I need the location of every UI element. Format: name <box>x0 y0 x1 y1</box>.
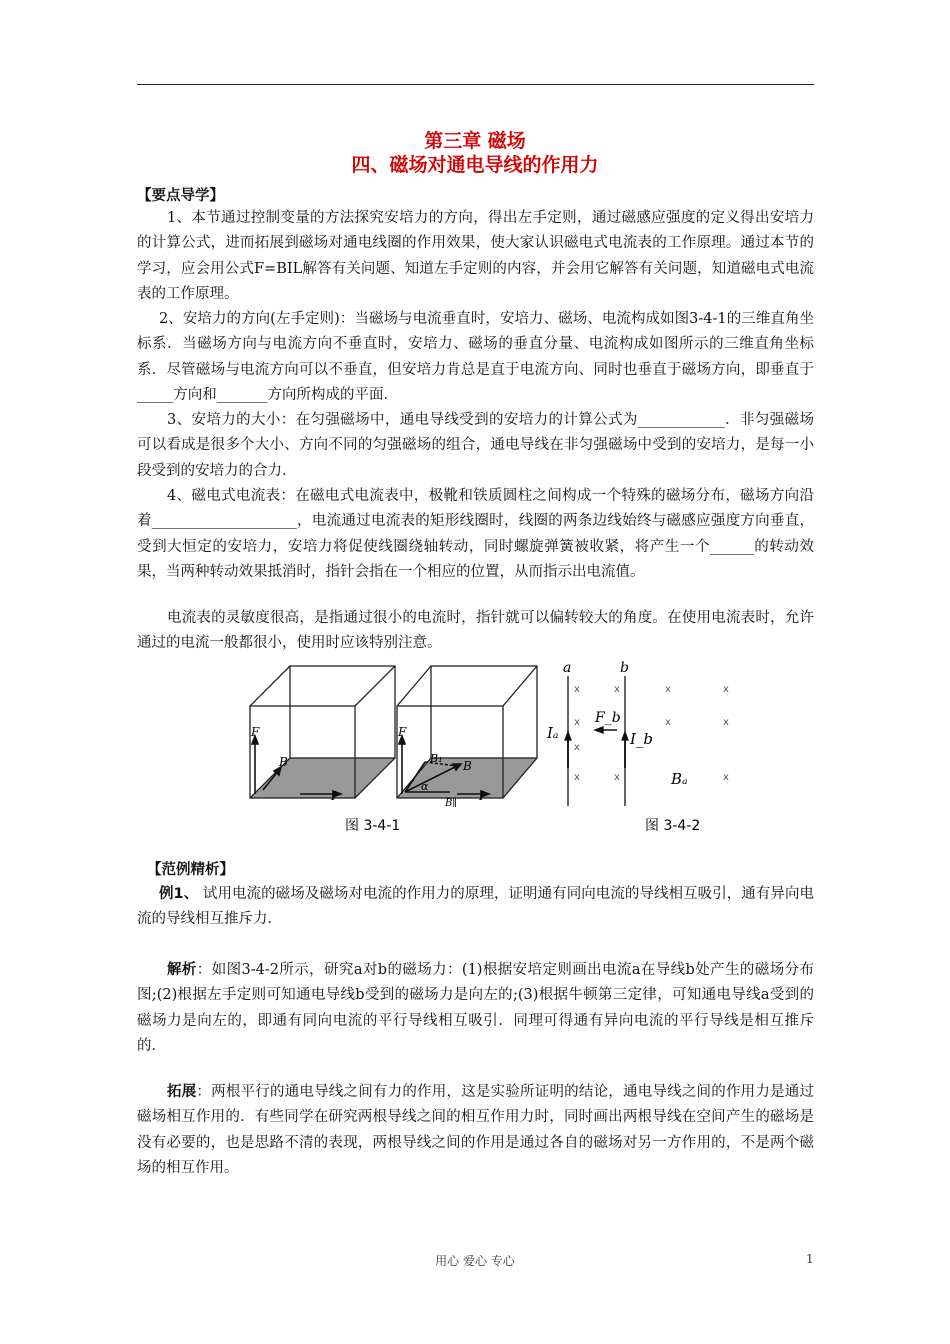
paragraph-3: 3、安培力的大小：在匀强磁场中，通电导线受到的安培力的计算公式为____________．非匀强磁场可以看成是很多个大小、方向不同的匀强磁场的组合，通电导线在非匀强磁场中受到的安培力，是每一小段受到的安培力的合力． <box>137 412 814 479</box>
caption-3-4-2: 图 3-4-2 <box>645 818 701 834</box>
paragraph-1: 1、本节通过控制变量的方法探究安培力的方向，得出左手定则，通过磁感应强度的定义得出安培力的计算公式，进而拓展到磁场对通电线圈的作用效果，使大家认识磁电式电流表的工作原理。通过本节的学习，应会用公式F=BIL解答有关问题、知道左手定则的内容，并会用它解答有关问题，知道磁电式电流表的工作原理。 <box>137 210 814 302</box>
paragraph-2: 2、安培力的方向(左手定则)：当磁场与电流垂直时，安培力、磁场、电流构成如图3-4-1的三维直角坐标系．当磁场方向与电流方向不垂直时，安培力、磁场的垂直分量、电流构成如图所示的三维直角坐标系．尽管磁场与电流方向可以不垂直，但安培力肯总是直于电流方向、同时也垂直于磁场方向，即垂直于_____方向和_______方向所构成的平面． <box>137 311 814 403</box>
extension-paragraph <box>137 1080 814 1181</box>
section-heading-key-points: 【要点导学】 <box>137 188 224 204</box>
svg-text:x: x <box>574 742 580 753</box>
label-F-left: F <box>251 725 260 739</box>
svg-text:x: x <box>574 684 580 695</box>
example-text: 试用电流的磁场及磁场对电流的作用力的原理，证明通有同向电流的导线相互吸引，通有异向电流的导线相互推斥力． <box>137 886 815 928</box>
label-wire-a: a <box>563 660 572 676</box>
label-I-left: I <box>331 789 336 803</box>
paragraph-4: 4、磁电式电流表：在磁电式电流表中，极靴和铁质圆柱之间构成一个特殊的磁场分布，磁场方向沿着____________________，电流通过电流表的矩形线圈时，线圈的两条边线始终与磁感应强度方向垂直，受到大恒定的安培力，安培力将促使线圈绕轴转动，同时螺旋弹簧被收紧，将产生一个______的转动效果，当两种转动效果抵消时，指针会指在一个相应的位置，从而指示出电流值。 <box>137 488 814 580</box>
cube-right <box>397 666 537 798</box>
analysis-paragraph <box>137 958 814 1059</box>
chapter-title: 第三章 磁场 <box>424 130 526 152</box>
analysis-text: ：如图3-4-2所示，研究a对b的磁场力：(1)根据安培定则画出电流a在导线b处产生的磁场分布图;(2)根据左手定则可知通电导线b受到的磁场力是向左的;(3)根据牛顿第三定律，可知通电导线a受到的磁场力是向左的，即通有同向电流的平行导线相互吸引．同理可得通有异向电流的平行导线是相互推斥的． <box>137 962 814 1054</box>
example-label: 例1、 <box>159 886 199 902</box>
label-Ib: I_b <box>630 730 654 748</box>
label-alpha: α <box>421 780 429 793</box>
label-F-right: F <box>398 725 407 739</box>
label-Ba: Bₐ <box>671 770 688 788</box>
header-rule <box>137 84 814 85</box>
footer-text: 用心 爱心 专心 <box>435 1254 515 1268</box>
section-heading-examples: 【范例精析】 <box>147 862 234 878</box>
svg-text:x: x <box>574 772 580 783</box>
example-1 <box>137 882 814 933</box>
svg-text:x: x <box>723 772 729 783</box>
page-number: 1 <box>806 1252 814 1266</box>
extension-text: ：两根平行的通电导线之间有力的作用，这是实验所证明的结论，通电导线之间的作用力是通过磁场相互作用的．有些同学在研究两根导线之间的相互作用力时，同时画出两根导线在空间产生的磁场是没有必要的，也是思路不清的表现，两根导线之间的作用是通过各自的磁场对另一方作用的，不是两个磁场的相互作用。 <box>137 1084 814 1176</box>
analysis-label: 解析 <box>167 962 197 978</box>
label-Ia: Iₐ <box>547 724 559 742</box>
svg-text:x: x <box>614 772 620 783</box>
caption-3-4-1: 图 3-4-1 <box>345 818 401 834</box>
label-B1: B₁ <box>430 752 443 765</box>
label-B-right: B <box>463 759 472 773</box>
wires-figure <box>565 676 628 806</box>
svg-text:x: x <box>574 717 580 728</box>
label-B-parallel: B∥ <box>445 798 457 809</box>
svg-text:x: x <box>665 684 671 695</box>
svg-text:x: x <box>723 684 729 695</box>
label-wire-b: b <box>620 660 629 676</box>
label-I-right: I <box>479 789 484 803</box>
svg-text:x: x <box>723 717 729 728</box>
paragraph-5: 电流表的灵敏度很高，是指通过很小的电流时，指针就可以偏转较大的角度。在使用电流表时，允许通过的电流一般都很小，使用时应该特别注意。 <box>137 610 814 652</box>
figure-diagrams <box>245 658 735 838</box>
label-B-left: B <box>279 755 288 769</box>
svg-text:x: x <box>614 684 620 695</box>
extension-label: 拓展 <box>167 1084 197 1100</box>
svg-text:x: x <box>665 717 671 728</box>
label-Fb: F_b <box>595 710 621 726</box>
section-title: 四、磁场对通电导线的作用力 <box>351 154 599 176</box>
